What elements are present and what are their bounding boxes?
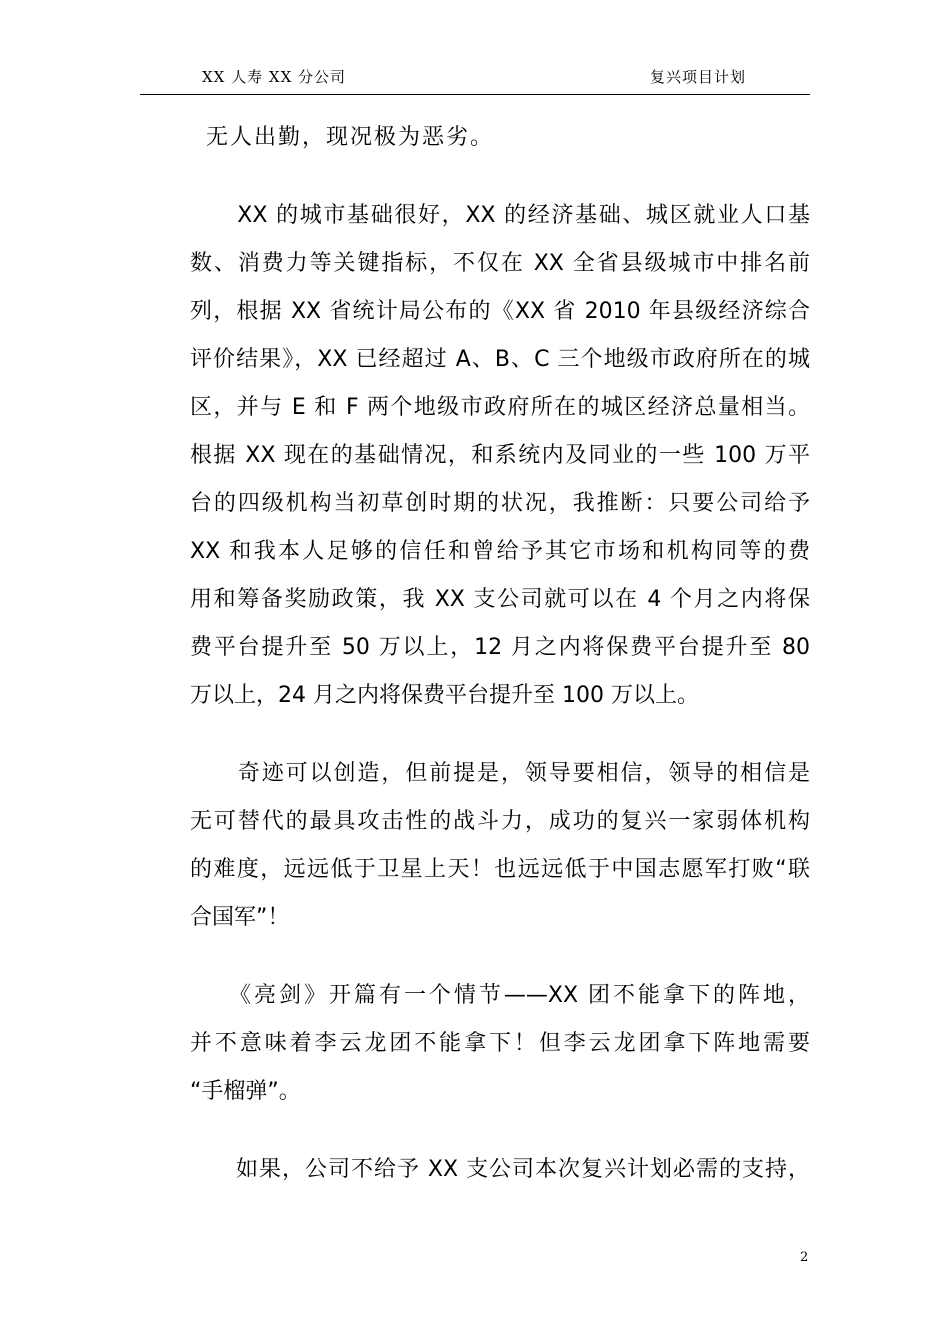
- page-header: [140, 62, 810, 95]
- header-document-title: 复兴项目计划: [649, 68, 746, 86]
- paragraph-line: 万以上，24 月之内将保费平台提升至 100 万以上。: [190, 683, 699, 708]
- paragraph-line: 无可替代的最具攻击性的战斗力，成功的复兴一家弱体机构: [190, 809, 810, 834]
- paragraph-line: 并不意味着李云龙团不能拿下！但李云龙团拿下阵地需要: [190, 1031, 810, 1056]
- paragraph-line: 数、消费力等关键指标，不仅在 XX 全省县级城市中排名前: [190, 251, 810, 276]
- paragraph-line: 《亮剑》开篇有一个情节——XX 团不能拿下的阵地，: [190, 983, 810, 1008]
- document-body: [190, 114, 810, 1194]
- paragraph-line: “手榴弹”。: [190, 1079, 301, 1104]
- paragraph-line: XX 和我本人足够的信任和曾给予其它市场和机构同等的费: [190, 539, 810, 564]
- paragraph-line: 费平台提升至 50 万以上，12 月之内将保费平台提升至 80: [190, 635, 810, 660]
- paragraph-gap: [190, 162, 810, 192]
- paragraph-gap: [190, 1116, 810, 1146]
- paragraph-line: 的难度，远远低于卫星上天！也远远低于中国志愿军打败“联: [190, 857, 810, 882]
- paragraph-line: 无人出勤，现况极为恶劣。: [206, 125, 495, 150]
- paragraph-line: 合国军”！: [190, 905, 290, 930]
- paragraph-line: XX 的城市基础很好，XX 的经济基础、城区就业人口基: [190, 203, 810, 228]
- paragraph-line: 列，根据 XX 省统计局公布的《XX 省 2010 年县级经济综合: [190, 299, 810, 324]
- paragraph-line: 用和筹备奖励政策，我 XX 支公司就可以在 4 个月之内将保: [190, 587, 810, 612]
- paragraph-gap: [190, 720, 810, 750]
- header-company-name: XX 人寿 XX 分公司: [202, 68, 347, 86]
- paragraph-line: 奇迹可以创造，但前提是，领导要相信，领导的相信是: [190, 761, 810, 786]
- paragraph-gap: [190, 942, 810, 972]
- paragraph-line: 台的四级机构当初草创时期的状况，我推断：只要公司给予: [190, 491, 810, 516]
- paragraph-line: 根据 XX 现在的基础情况，和系统内及同业的一些 100 万平: [190, 443, 810, 468]
- paragraph-line: 如果，公司不给予 XX 支公司本次复兴计划必需的支持，: [190, 1157, 810, 1182]
- paragraph-line: 评价结果》，XX 已经超过 A、B、C 三个地级市政府所在的城: [190, 347, 810, 372]
- paragraph-line: 区，并与 E 和 F 两个地级市政府所在的城区经济总量相当。: [190, 395, 810, 420]
- page-number: 2: [800, 1250, 809, 1265]
